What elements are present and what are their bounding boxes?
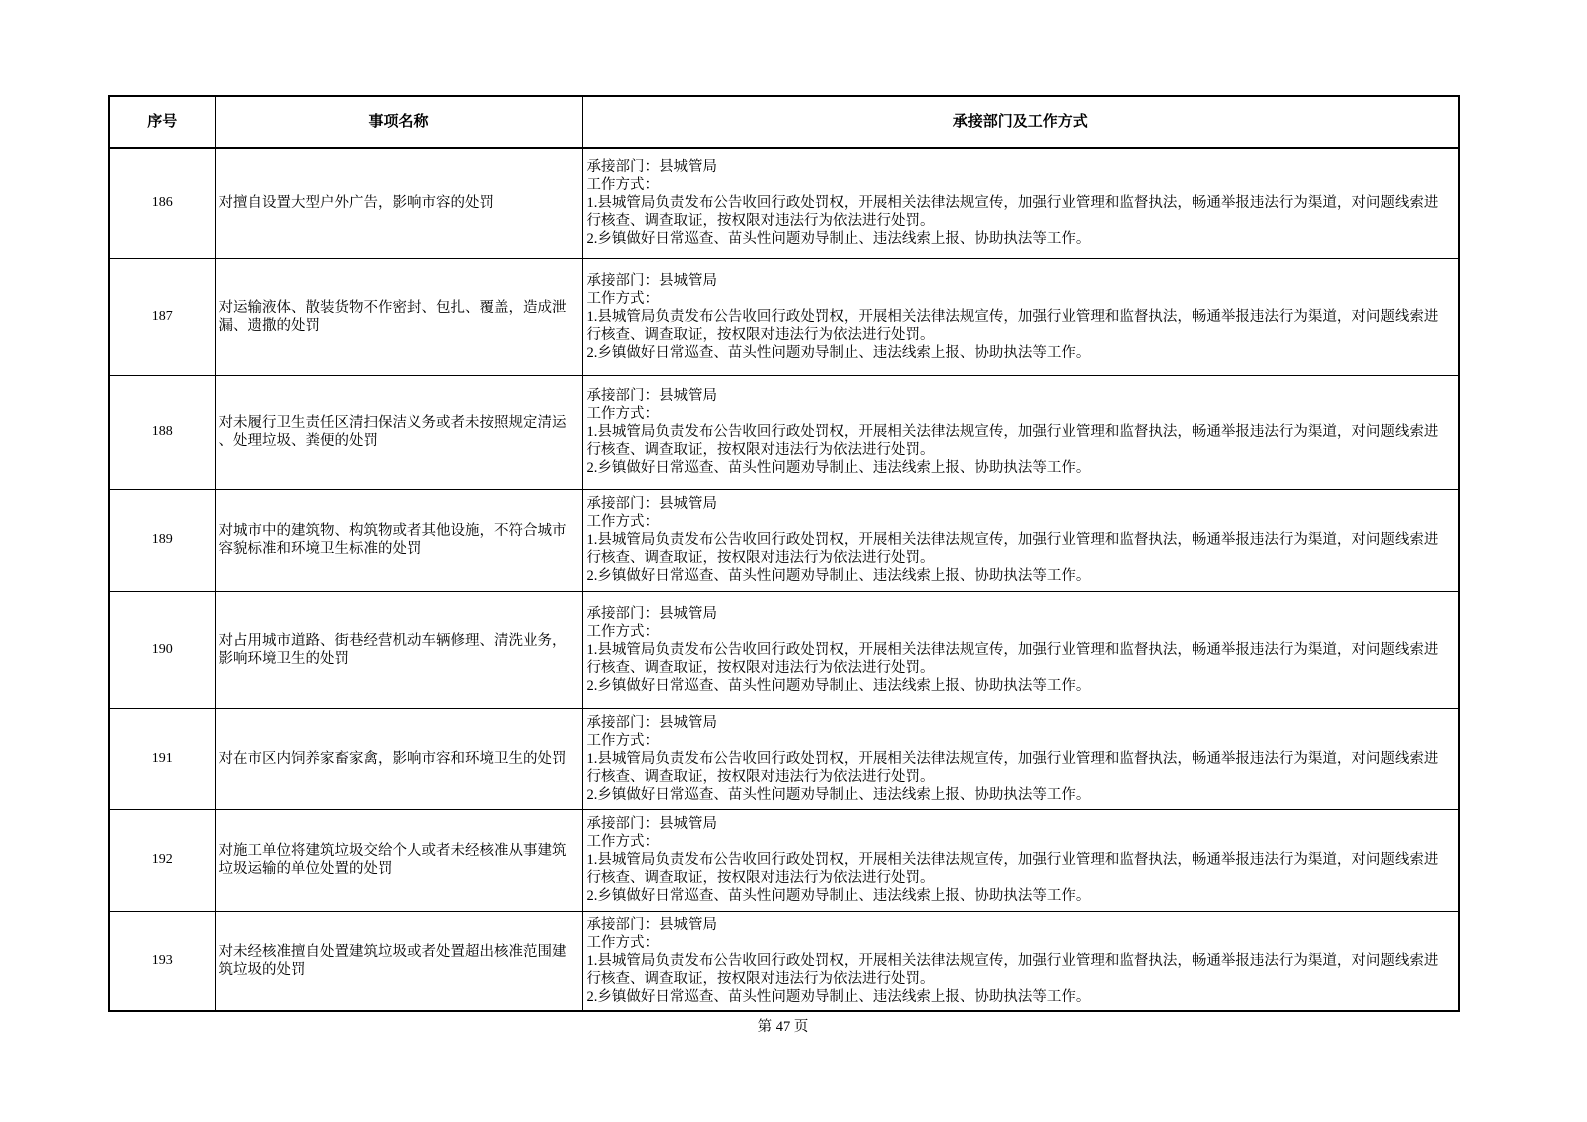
department-method-line: 2.乡镇做好日常巡查、苗头性问题劝导制止、违法线索上报、协助执法等工作。 — [586, 460, 1091, 476]
table-body — [109, 148, 1459, 1011]
header-serial-number: 序号 — [109, 96, 215, 148]
department-method-cell — [582, 591, 1459, 708]
department-method-line: 工作方式： — [586, 934, 659, 951]
item-name-line: 漏、遗撒的处罚 — [218, 317, 320, 334]
item-name-cell — [215, 489, 582, 591]
department-method-line: 行核查、调查取证，按权限对违法行为依法进行处罚。 — [586, 442, 935, 458]
table-header-row — [109, 96, 1459, 148]
item-name-line: 对施工单位将建筑垃圾交给个人或者未经核准从事建筑 — [218, 843, 567, 859]
item-name-cell — [215, 591, 582, 708]
item-name-line: 对未履行卫生责任区清扫保洁义务或者未按照规定清运 — [218, 415, 567, 431]
department-method-line: 1.县城管局负责发布公告收回行政处罚权，开展相关法律法规宣传，加强行业管理和监督执法，畅通举报违法行为渠道，对问题线索进 — [586, 424, 1439, 440]
department-method-line: 行核查、调查取证，按权限对违法行为依法进行处罚。 — [586, 550, 935, 566]
department-method-line: 1.县城管局负责发布公告收回行政处罚权，开展相关法律法规宣传，加强行业管理和监督执法，畅通举报违法行为渠道，对问题线索进 — [586, 852, 1439, 868]
table-row — [109, 148, 1459, 258]
department-method-line: 行核查、调查取证，按权限对违法行为依法进行处罚。 — [586, 326, 935, 343]
department-method-line: 2.乡镇做好日常巡查、苗头性问题劝导制止、违法线索上报、协助执法等工作。 — [586, 786, 1091, 803]
item-name-cell — [215, 809, 582, 911]
serial-number-cell: 193 — [109, 911, 215, 1011]
department-method-line: 1.县城管局负责发布公告收回行政处罚权，开展相关法律法规宣传，加强行业管理和监督执法，畅通举报违法行为渠道，对问题线索进 — [586, 750, 1439, 767]
table-row — [109, 708, 1459, 809]
department-method-line: 工作方式： — [586, 834, 659, 850]
serial-number-cell: 191 — [109, 708, 215, 809]
page-number: 第 47 页 — [757, 1019, 809, 1035]
department-method-line: 承接部门：县城管局 — [586, 714, 717, 731]
department-method-line: 2.乡镇做好日常巡查、苗头性问题劝导制止、违法线索上报、协助执法等工作。 — [586, 888, 1091, 904]
item-name-line: 容貌标准和环境卫生标准的处罚 — [218, 541, 422, 557]
department-method-line: 2.乡镇做好日常巡查、苗头性问题劝导制止、违法线索上报、协助执法等工作。 — [586, 988, 1091, 1005]
table-row — [109, 258, 1459, 375]
item-name-line: 对擅自设置大型户外广告，影响市容的处罚 — [218, 195, 494, 212]
serial-number-cell: 189 — [109, 489, 215, 591]
department-method-line: 工作方式： — [586, 623, 659, 640]
department-method-line: 2.乡镇做好日常巡查、苗头性问题劝导制止、违法线索上报、协助执法等工作。 — [586, 231, 1091, 248]
department-method-line: 工作方式： — [586, 290, 659, 307]
department-method-cell — [582, 375, 1459, 489]
department-method-line: 工作方式： — [586, 732, 659, 749]
table-row — [109, 591, 1459, 708]
item-name-line: 、处理垃圾、粪便的处罚 — [218, 433, 378, 449]
department-method-line: 承接部门：县城管局 — [586, 916, 717, 933]
item-name-line: 影响环境卫生的处罚 — [218, 650, 349, 667]
department-method-line: 1.县城管局负责发布公告收回行政处罚权，开展相关法律法规宣传，加强行业管理和监督执法，畅通举报违法行为渠道，对问题线索进 — [586, 952, 1439, 969]
department-method-line: 1.县城管局负责发布公告收回行政处罚权，开展相关法律法规宣传，加强行业管理和监督执法，畅通举报违法行为渠道，对问题线索进 — [586, 641, 1439, 658]
matters-table — [108, 95, 1460, 1012]
table-row — [109, 809, 1459, 911]
item-name-cell — [215, 148, 582, 258]
department-method-cell — [582, 809, 1459, 911]
department-method-cell — [582, 148, 1459, 258]
serial-number-cell: 186 — [109, 148, 215, 258]
item-name-cell — [215, 708, 582, 809]
department-method-line: 2.乡镇做好日常巡查、苗头性问题劝导制止、违法线索上报、协助执法等工作。 — [586, 344, 1091, 361]
serial-number-cell: 190 — [109, 591, 215, 708]
department-method-cell — [582, 489, 1459, 591]
department-method-line: 行核查、调查取证，按权限对违法行为依法进行处罚。 — [586, 768, 935, 785]
department-method-line: 承接部门：县城管局 — [586, 605, 717, 622]
item-name-line: 对未经核准擅自处置建筑垃圾或者处置超出核准范围建 — [218, 943, 567, 960]
department-method-line: 2.乡镇做好日常巡查、苗头性问题劝导制止、违法线索上报、协助执法等工作。 — [586, 568, 1091, 584]
item-name-line: 对占用城市道路、街巷经营机动车辆修理、清洗业务， — [218, 632, 567, 649]
item-name-cell — [215, 258, 582, 375]
department-method-line: 工作方式： — [586, 514, 659, 530]
department-method-line: 承接部门：县城管局 — [586, 159, 717, 176]
item-name-line: 垃圾运输的单位处置的处罚 — [218, 861, 393, 877]
department-method-line: 1.县城管局负责发布公告收回行政处罚权，开展相关法律法规宣传，加强行业管理和监督执法，畅通举报违法行为渠道，对问题线索进 — [586, 308, 1439, 325]
department-method-line: 行核查、调查取证，按权限对违法行为依法进行处罚。 — [586, 970, 935, 987]
department-method-line: 承接部门：县城管局 — [586, 272, 717, 289]
item-name-line: 筑垃圾的处罚 — [218, 961, 306, 978]
header-department-method: 承接部门及工作方式 — [582, 96, 1459, 148]
department-method-line: 承接部门：县城管局 — [586, 816, 717, 832]
department-method-line: 行核查、调查取证，按权限对违法行为依法进行处罚。 — [586, 870, 935, 886]
item-name-line: 对运输液体、散装货物不作密封、包扎、覆盖，造成泄 — [218, 299, 567, 316]
department-method-line: 承接部门：县城管局 — [586, 496, 717, 512]
table-row — [109, 489, 1459, 591]
department-method-line: 工作方式： — [586, 406, 659, 422]
department-method-cell — [582, 708, 1459, 809]
item-name-line: 对城市中的建筑物、构筑物或者其他设施，不符合城市 — [218, 523, 567, 539]
matters-table-container — [108, 95, 1458, 1012]
header-item-name: 事项名称 — [215, 96, 582, 148]
item-name-cell — [215, 375, 582, 489]
table-row — [109, 911, 1459, 1011]
serial-number-cell: 187 — [109, 258, 215, 375]
item-name-cell — [215, 911, 582, 1011]
table-row — [109, 375, 1459, 489]
department-method-line: 行核查、调查取证，按权限对违法行为依法进行处罚。 — [586, 213, 935, 230]
department-method-line: 1.县城管局负责发布公告收回行政处罚权，开展相关法律法规宣传，加强行业管理和监督执法，畅通举报违法行为渠道，对问题线索进 — [586, 195, 1439, 212]
department-method-cell — [582, 258, 1459, 375]
serial-number-cell: 192 — [109, 809, 215, 911]
department-method-line: 承接部门：县城管局 — [586, 388, 717, 404]
department-method-line: 1.县城管局负责发布公告收回行政处罚权，开展相关法律法规宣传，加强行业管理和监督执法，畅通举报违法行为渠道，对问题线索进 — [586, 532, 1439, 548]
department-method-line: 工作方式： — [586, 177, 659, 194]
item-name-line: 对在市区内饲养家畜家禽，影响市容和环境卫生的处罚 — [218, 750, 567, 767]
department-method-cell — [582, 911, 1459, 1011]
department-method-line: 行核查、调查取证，按权限对违法行为依法进行处罚。 — [586, 659, 935, 676]
serial-number-cell: 188 — [109, 375, 215, 489]
department-method-line: 2.乡镇做好日常巡查、苗头性问题劝导制止、违法线索上报、协助执法等工作。 — [586, 677, 1091, 694]
